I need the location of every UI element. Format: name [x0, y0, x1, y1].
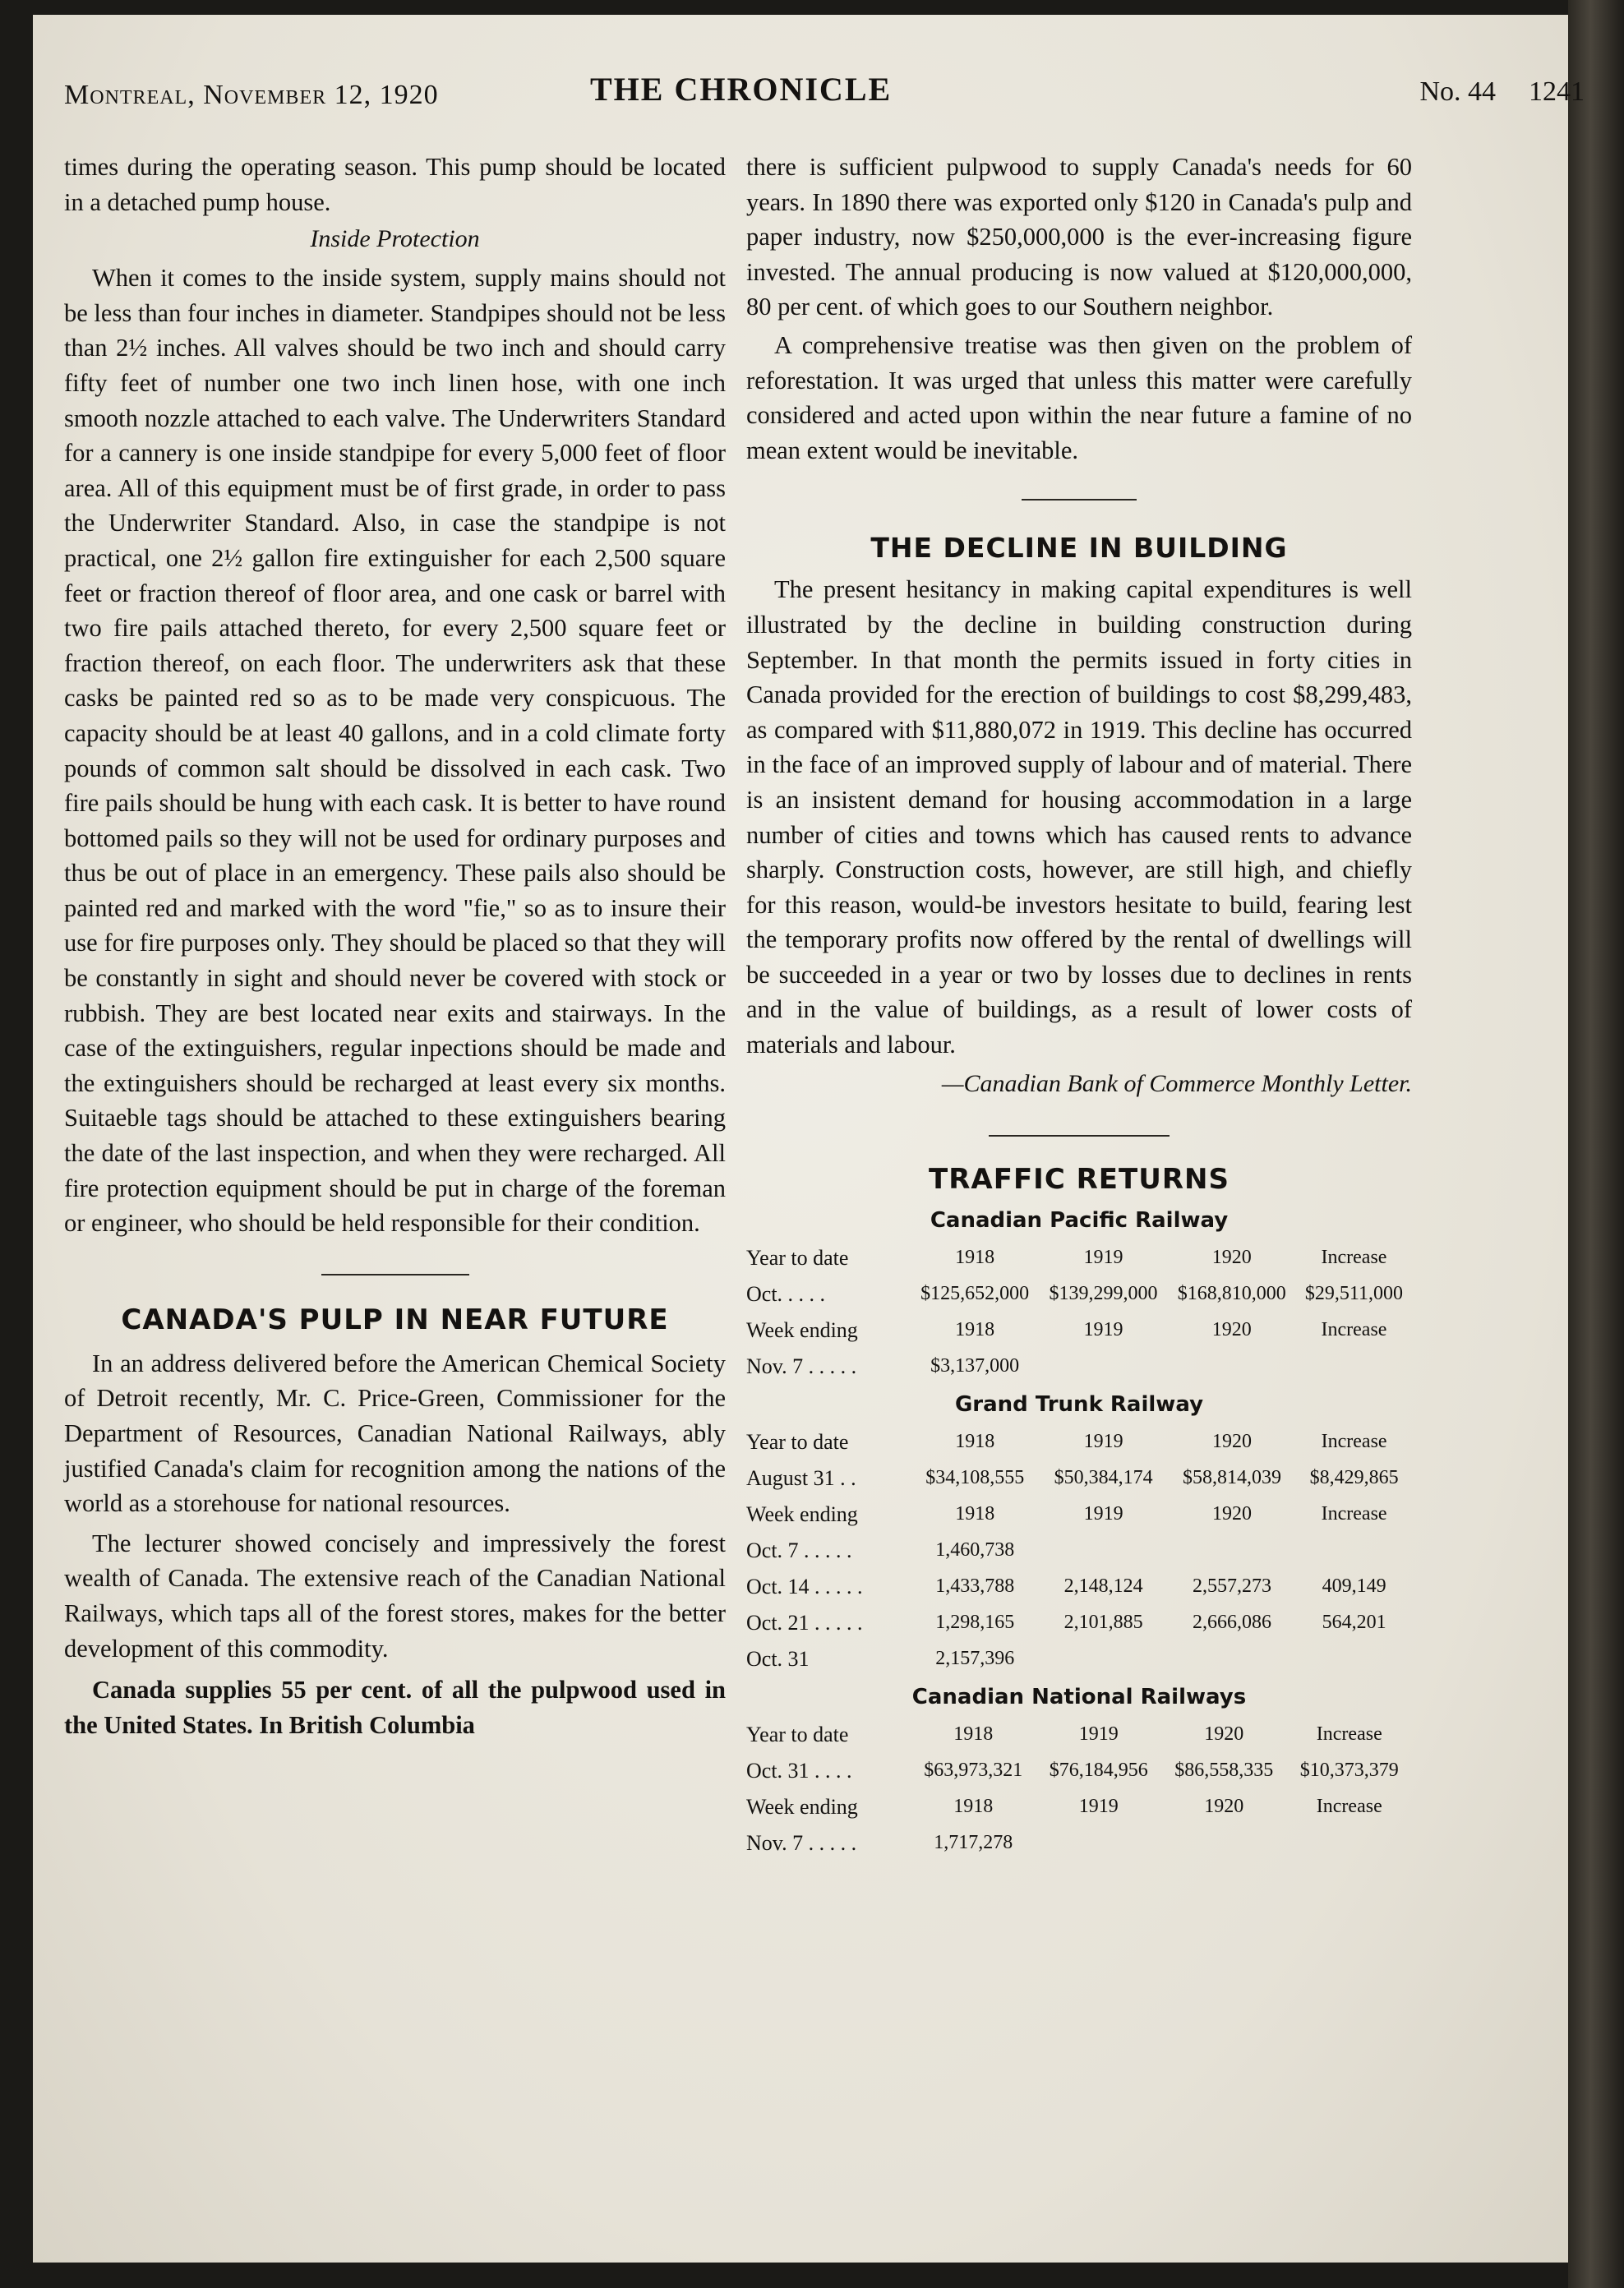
header-cell: 1918 [955, 1503, 995, 1525]
article-paragraph-bold: Canada supplies 55 per cent. of all the pulpwood used in the United States. In British Columbia [64, 1676, 726, 1739]
table-cell: Oct. 31 [746, 1646, 810, 1671]
table-cell [1168, 1533, 1296, 1569]
table-cell [1039, 1349, 1167, 1385]
article-paragraph: there is sufficient pulpwood to supply Canada's needs for 60 years. In 1890 there was exported only $120 in Canada's pulp and paper industry, now $250,000,000 is the ever-increasing figure invested. The annual producing is now valued at $120,000,000, 80 per cent. of which goes to our Southern neighbor. [746, 153, 1412, 321]
section-divider [989, 1135, 1170, 1137]
table-cell [1161, 1825, 1287, 1861]
table-cell [1039, 1641, 1167, 1677]
traffic-table-cnr [746, 1717, 1412, 1861]
table-cell [1296, 1533, 1412, 1569]
header-cell: 1919 [1083, 1247, 1123, 1269]
header-cell: 1918 [955, 1247, 995, 1269]
table-header-row [746, 1240, 1412, 1276]
table-cell: $3,137,000 [930, 1355, 1020, 1377]
book-binding-edge [1568, 0, 1624, 2288]
table-cell: 1,433,788 [935, 1575, 1015, 1598]
table-cell: August 31 . . [746, 1465, 856, 1490]
header-cell: Year to date [746, 1429, 849, 1454]
header-cell: Increase [1316, 1796, 1382, 1818]
section-divider [1022, 499, 1137, 501]
table-row [746, 1276, 1412, 1312]
article-paragraph: A comprehensive treatise was then given on the problem of reforestation. It was urged that unless this matter were carefully considered and acted upon within the near future a famine of no mean extent would be inevitable. [746, 330, 1412, 464]
table-cell: $29,511,000 [1304, 1283, 1404, 1305]
dateline: Montreal, November 12, 1920 [64, 80, 439, 110]
header-cell: Increase [1321, 1431, 1387, 1453]
traffic-heading: TRAFFIC RETURNS [929, 1162, 1230, 1196]
table-row [746, 1349, 1412, 1385]
table-cell: 564,201 [1322, 1612, 1386, 1634]
table-cell: 409,149 [1322, 1575, 1386, 1598]
header-cell: 1918 [953, 1796, 994, 1818]
header-cell: 1919 [1083, 1319, 1123, 1341]
table-cell [1287, 1825, 1413, 1861]
table-cell: Oct. . . . . [746, 1281, 826, 1306]
table-cell: Nov. 7 . . . . . [746, 1354, 857, 1378]
table-cell: 2,557,273 [1193, 1575, 1272, 1598]
table-row [746, 1569, 1412, 1605]
header-cell: 1919 [1078, 1723, 1119, 1746]
article-paragraph: times during the operating season. This pump should be located in a detached pump house. [64, 153, 726, 216]
table-row [746, 1825, 1412, 1861]
table-cell [1168, 1349, 1296, 1385]
table-cell: $8,429,865 [1309, 1467, 1399, 1489]
table-cell: $76,184,956 [1049, 1760, 1148, 1782]
table-cell [1039, 1533, 1167, 1569]
table-cell [1168, 1641, 1296, 1677]
article-paragraph: In an address delivered before the American Chemical Society of Detroit recently, Mr. C. Price-Green, Commissioner for the Department of Resources, Canadian National Railways, ably justified Canada's claim for recognition among the nations of the world as a storehouse for national resources. [64, 1349, 726, 1518]
table-row [746, 1641, 1412, 1677]
table-cell: Oct. 7 . . . . . [746, 1538, 852, 1562]
table-row [746, 1753, 1412, 1789]
header-cell: Increase [1321, 1503, 1387, 1525]
header-cell: Week ending [746, 1317, 858, 1342]
table-cell [1036, 1825, 1162, 1861]
table-cell: 2,666,086 [1193, 1612, 1272, 1634]
header-cell: Week ending [746, 1794, 858, 1819]
header-cell: 1920 [1211, 1247, 1252, 1269]
header-cell: 1920 [1211, 1319, 1252, 1341]
left-column [64, 150, 726, 1742]
header-cell: 1918 [955, 1431, 995, 1453]
table-cell: Oct. 31 . . . . [746, 1758, 852, 1783]
header-cell: Increase [1316, 1723, 1382, 1746]
article-paragraph: When it comes to the inside system, supply mains should not be less than four inches in diameter. Standpipes should not be less than 2½ inches. All valves should be two inch and should carry fifty feet of number one two inch linen hose, with one inch smooth nozzle attached to each valve. The Underwriters Standard for a cannery is one inside standpipe for every 5,000 feet of floor area. All of this equipment must be of first grade, in order to pass the Underwriter Standard. Also, in case the standpipe is not practical, one 2½ gallon fire extinguisher for each 2,500 square feet or fraction thereof of floor area, and one cask or barrel with two fire pails attached thereto, for every 2,500 square feet or fraction thereof, on each floor. The underwriters ask that these casks be painted red so as to be made very conspicuous. The capacity should be at least 40 gallons, and in a cold climate forty pounds of common salt should be dissolved in each cask. Two fire pails should be hung with each cask. It is better to have round bottomed pails so they will not be used for ordinary purposes and thus be out of place in an emergency. These pails also should be painted red and marked with the word "fie," so as to insure their use for fire purposes only. They should be placed so that they will be constantly in sight and should never be covered with stock or rubbish. They are best located near exits and stairways. In the case of the extinguishers, regular inpections should be made and the extinguishers should be recharged at least every six months. Suitaeble tags should be attached to these extinguishers bearing the date of the last inspection, and when they were recharged. All fire protection equipment should be put in charge of the foreman or engineer, who should be held responsible for their condition. [64, 264, 726, 1238]
header-cell: Year to date [746, 1722, 849, 1746]
masthead-title: THE CHRONICLE [590, 71, 893, 108]
table-cell: $63,973,321 [924, 1760, 1023, 1782]
table-cell: 1,460,738 [935, 1539, 1015, 1561]
table-cell: $86,558,335 [1174, 1760, 1274, 1782]
header-cell: Year to date [746, 1245, 849, 1270]
table-header-row [746, 1497, 1412, 1533]
table-cell: Nov. 7 . . . . . [746, 1830, 857, 1855]
header-cell: Increase [1321, 1247, 1387, 1269]
page-number: 1241 [1529, 76, 1585, 107]
header-cell: 1920 [1204, 1723, 1244, 1746]
table-header-row [746, 1717, 1412, 1753]
table-cell: 2,148,124 [1063, 1575, 1143, 1598]
header-cell: 1919 [1083, 1431, 1123, 1453]
table-row [746, 1605, 1412, 1641]
table-cell [1296, 1349, 1412, 1385]
table-header-row [746, 1424, 1412, 1460]
table-cell: 2,101,885 [1063, 1612, 1143, 1634]
table-header-row [746, 1789, 1412, 1825]
right-column [746, 150, 1412, 1861]
article-heading: THE DECLINE IN BUILDING [870, 532, 1288, 565]
issue-number: No. 44 [1419, 76, 1496, 107]
header-cell: 1919 [1083, 1503, 1123, 1525]
table-cell: $10,373,379 [1299, 1760, 1399, 1782]
table-cell: Oct. 21 . . . . . [746, 1610, 863, 1635]
table-cell: 1,298,165 [935, 1612, 1015, 1634]
page-header [64, 70, 1585, 119]
table-row [746, 1533, 1412, 1569]
header-cell: 1920 [1204, 1796, 1244, 1818]
traffic-table-gtr [746, 1424, 1412, 1677]
header-cell: Increase [1321, 1319, 1387, 1341]
table-cell: 1,717,278 [934, 1832, 1013, 1854]
railway-name-gtr: Grand Trunk Railway [954, 1391, 1204, 1417]
header-cell: 1919 [1078, 1796, 1119, 1818]
header-cell: 1920 [1212, 1431, 1253, 1453]
table-cell: $50,384,174 [1054, 1467, 1153, 1489]
header-cell: 1918 [955, 1319, 995, 1341]
table-cell: $139,299,000 [1049, 1283, 1158, 1305]
railway-name-cpr: Canadian Pacific Railway [930, 1207, 1229, 1233]
header-cell: Week ending [746, 1502, 858, 1526]
table-cell: $34,108,555 [925, 1467, 1025, 1489]
table-header-row [746, 1312, 1412, 1349]
article-paragraph: The lecturer showed concisely and impressively the forest wealth of Canada. The extensive reach of the Canadian National Railways, which taps all of the forest stores, makes for the better development of this commodity. [64, 1529, 726, 1663]
table-cell: 2,157,396 [935, 1648, 1015, 1670]
header-cell: 1920 [1212, 1503, 1253, 1525]
section-subhead: Inside Protection [310, 225, 480, 253]
table-row [746, 1460, 1412, 1497]
table-cell: $168,810,000 [1177, 1283, 1286, 1305]
table-cell [1296, 1641, 1412, 1677]
table-cell: Oct. 14 . . . . . [746, 1574, 863, 1598]
article-paragraph: The present hesitancy in making capital expenditures is well illustrated by the decline in building construction during September. In that month the permits issued in forty cities in Canada provided for the erection of buildings to cost $8,299,483, as compared with $11,880,072 in 1919. This decline has occurred in the face of an improved supply of labour and of material. There is an insistent demand for housing accommodation in a large number of cities and towns which has caused rents to advance sharply. Construction costs, however, are still high, and chiefly for this reason, would-be investors hesitate to build, fearing lest the temporary profits now offered by the rental of dwellings will be succeeded in a year or two by losses due to declines in rents and in the value of buildings, as a result of lower costs of materials and labour. [746, 575, 1412, 1059]
traffic-table-cpr [746, 1240, 1412, 1385]
header-cell: 1918 [953, 1723, 994, 1746]
table-cell: $58,814,039 [1183, 1467, 1282, 1489]
issue-and-page [1386, 76, 1585, 108]
table-cell: $125,652,000 [920, 1283, 1030, 1305]
railway-name-cnr: Canadian National Railways [911, 1684, 1247, 1709]
section-divider [321, 1274, 469, 1275]
article-heading: CANADA'S PULP IN NEAR FUTURE [121, 1303, 669, 1336]
article-source: —Canadian Bank of Commerce Monthly Letter. [941, 1069, 1412, 1097]
